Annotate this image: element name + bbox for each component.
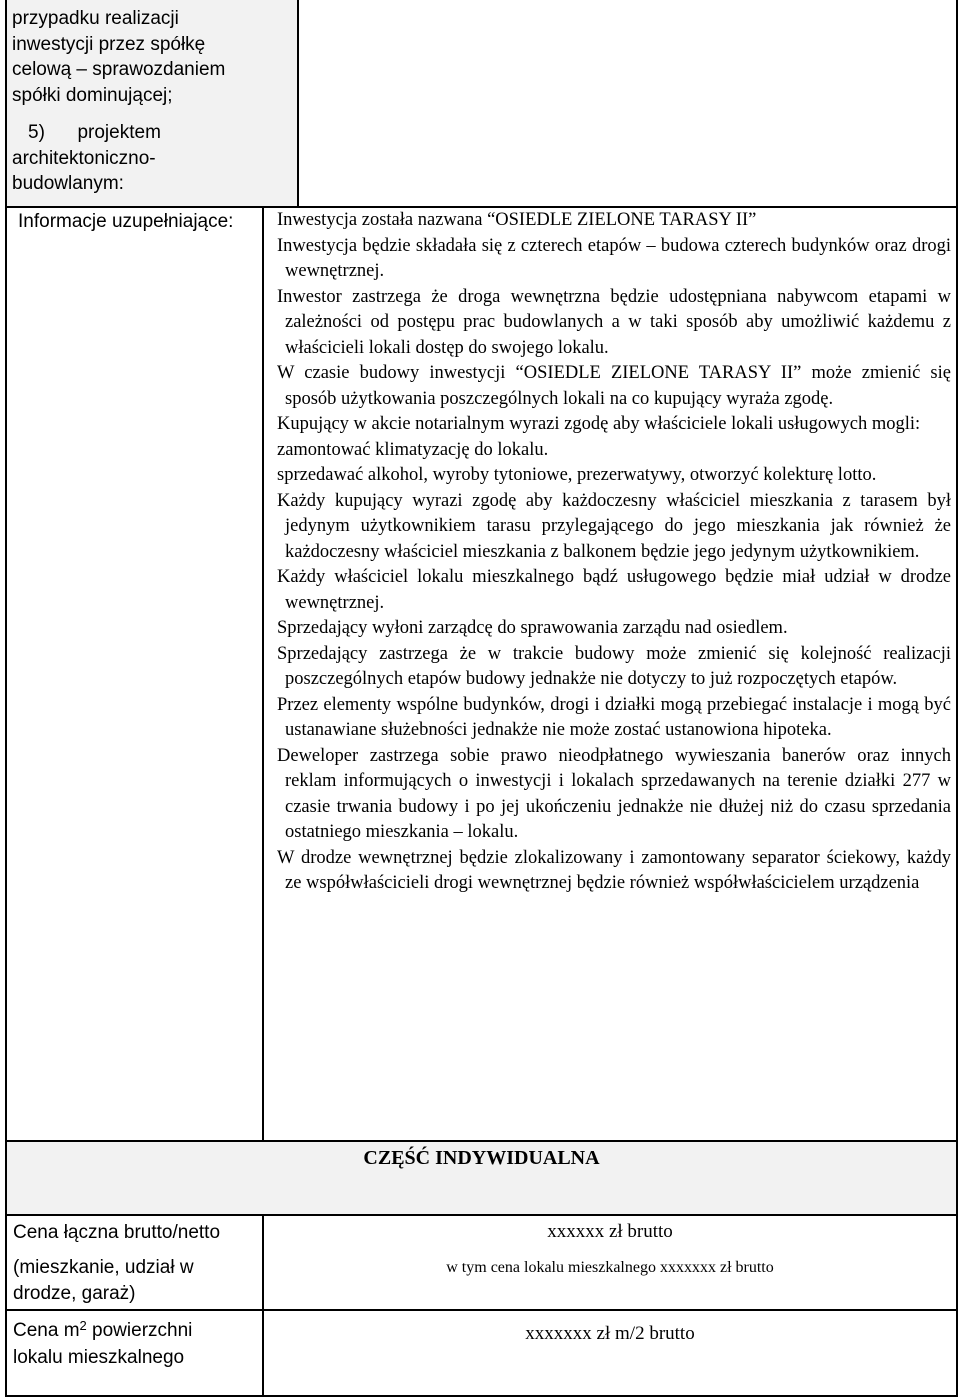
info-paragraph: sprzedawać alkohol, wyroby tytoniowe, prezerwatywy, otworzyć kolekturę lotto.	[277, 465, 877, 485]
info-paragraph: Przez elementy wspólne budynków, drogi i działki mogą przebiegać instalacje i mogą być ustanawiane służebności jednakże nie może zostać ustanowiona hipoteka.	[277, 694, 951, 740]
price-label-line: (mieszkanie, udział w	[13, 1257, 194, 1278]
top-label-line: przypadku realizacji	[12, 8, 179, 29]
price-m2-label-post: powierzchni	[86, 1320, 193, 1341]
top-item-label-line: architektoniczno-	[12, 147, 156, 169]
top-item-label-line: budowlanym:	[12, 173, 124, 194]
top-item-label-line: projektem	[77, 122, 161, 143]
info-paragraph: Sprzedający zastrzega że w trakcie budowy może zmienić się kolejność realizacji poszczególnych etapów budowy jednakże nie dotyczy to już rozpoczętych etapów.	[277, 643, 951, 689]
price-m2-label-pre: Cena m	[13, 1320, 80, 1341]
top-value-cell	[297, 0, 958, 208]
info-paragraph: Inwestycja została nazwana “OSIEDLE ZIELONE TARASY II”	[277, 210, 757, 230]
info-paragraph: Inwestor zastrzega że droga wewnętrzna będzie udostępniana nabywcom etapami w zależności od postępu prac budowlanych a w taki sposób aby umożliwić każdemu z właścicieli lokali dostęp do swojego lokalu.	[277, 286, 951, 358]
info-paragraph: W drodze wewnętrznej będzie zlokalizowany i zamontowany separator ściekowy, każdy ze współwłaścicieli drogi wewnętrznej będzie również współwłaścicielem urządzenia	[277, 847, 951, 893]
price-m2-value: xxxxxxx zł m/2 brutto	[525, 1323, 695, 1344]
info-paragraph: Deweloper zastrzega sobie prawo nieodpłatnego wywieszania banerów oraz innych reklam informujących o inwestycji i lokalach sprzedawanych na terenie działki 277 w czasie trwania budowy i po jej ukończeniu jednakże nie dłużej niż do czasu sprzedania ostatniego mieszkania – lokalu.	[277, 745, 951, 842]
price-m2-superscript: 2	[79, 1318, 87, 1333]
price-total-value: xxxxxx zł brutto	[547, 1221, 673, 1242]
info-paragraph: Sprzedający wyłoni zarządcę do sprawowania zarządu nad osiedlem.	[277, 618, 788, 638]
price-m2-label-line	[13, 1318, 258, 1345]
info-label: Informacje uzupełniające:	[18, 211, 234, 232]
top-item-5	[12, 120, 292, 197]
price-label-line: drodze, garaż)	[13, 1283, 136, 1304]
price-residential-value: w tym cena lokalu mieszkalnego xxxxxxx zł brutto	[446, 1259, 774, 1276]
info-paragraph: zamontować klimatyzację do lokalu.	[277, 439, 549, 460]
price-label-line: Cena łączna brutto/netto	[13, 1222, 221, 1243]
top-label-line: spółki dominującej;	[12, 84, 173, 106]
top-label-line: inwestycji przez spółkę	[12, 33, 206, 55]
info-text	[277, 208, 951, 897]
info-paragraph: Każdy kupujący wyrazi zgodę aby każdoczesny właściciel mieszkania z tarasem był jedynym użytkownikiem tarasu przylegającego do jego mieszkania jak również że każdoczesny właściciel mieszkania z balkonem będzie jego jedynym użytkownikiem.	[277, 490, 951, 562]
info-paragraph: Inwestycja będzie składała się z czterech etapów – budowa czterech budynków oraz drogi wewnętrznej.	[277, 235, 951, 281]
price-m2-label	[13, 1318, 258, 1371]
top-label-text	[12, 6, 292, 108]
info-paragraph: Kupujący w akcie notarialnym wyrazi zgodę aby właściciele lokali usługowych mogli:	[277, 414, 921, 434]
price-label	[13, 1220, 258, 1307]
top-item-first-line	[12, 120, 292, 146]
section-title: CZĘŚĆ INDYWIDUALNA	[363, 1147, 600, 1169]
top-item-number: 5)	[28, 122, 45, 143]
price-m2-label-line2: lokalu mieszkalnego	[13, 1347, 185, 1368]
info-paragraph: W czasie budowy inwestycji “OSIEDLE ZIELONE TARASY II” może zmienić się sposób użytkowania poszczególnych lokali na co kupujący wyraża zgodę.	[277, 363, 951, 409]
top-label-line: celową – sprawozdaniem	[12, 59, 226, 80]
info-paragraph: Każdy właściciel lokalu mieszkalnego bądź usługowego będzie miał udział w drodze wewnętrznej.	[277, 567, 951, 613]
